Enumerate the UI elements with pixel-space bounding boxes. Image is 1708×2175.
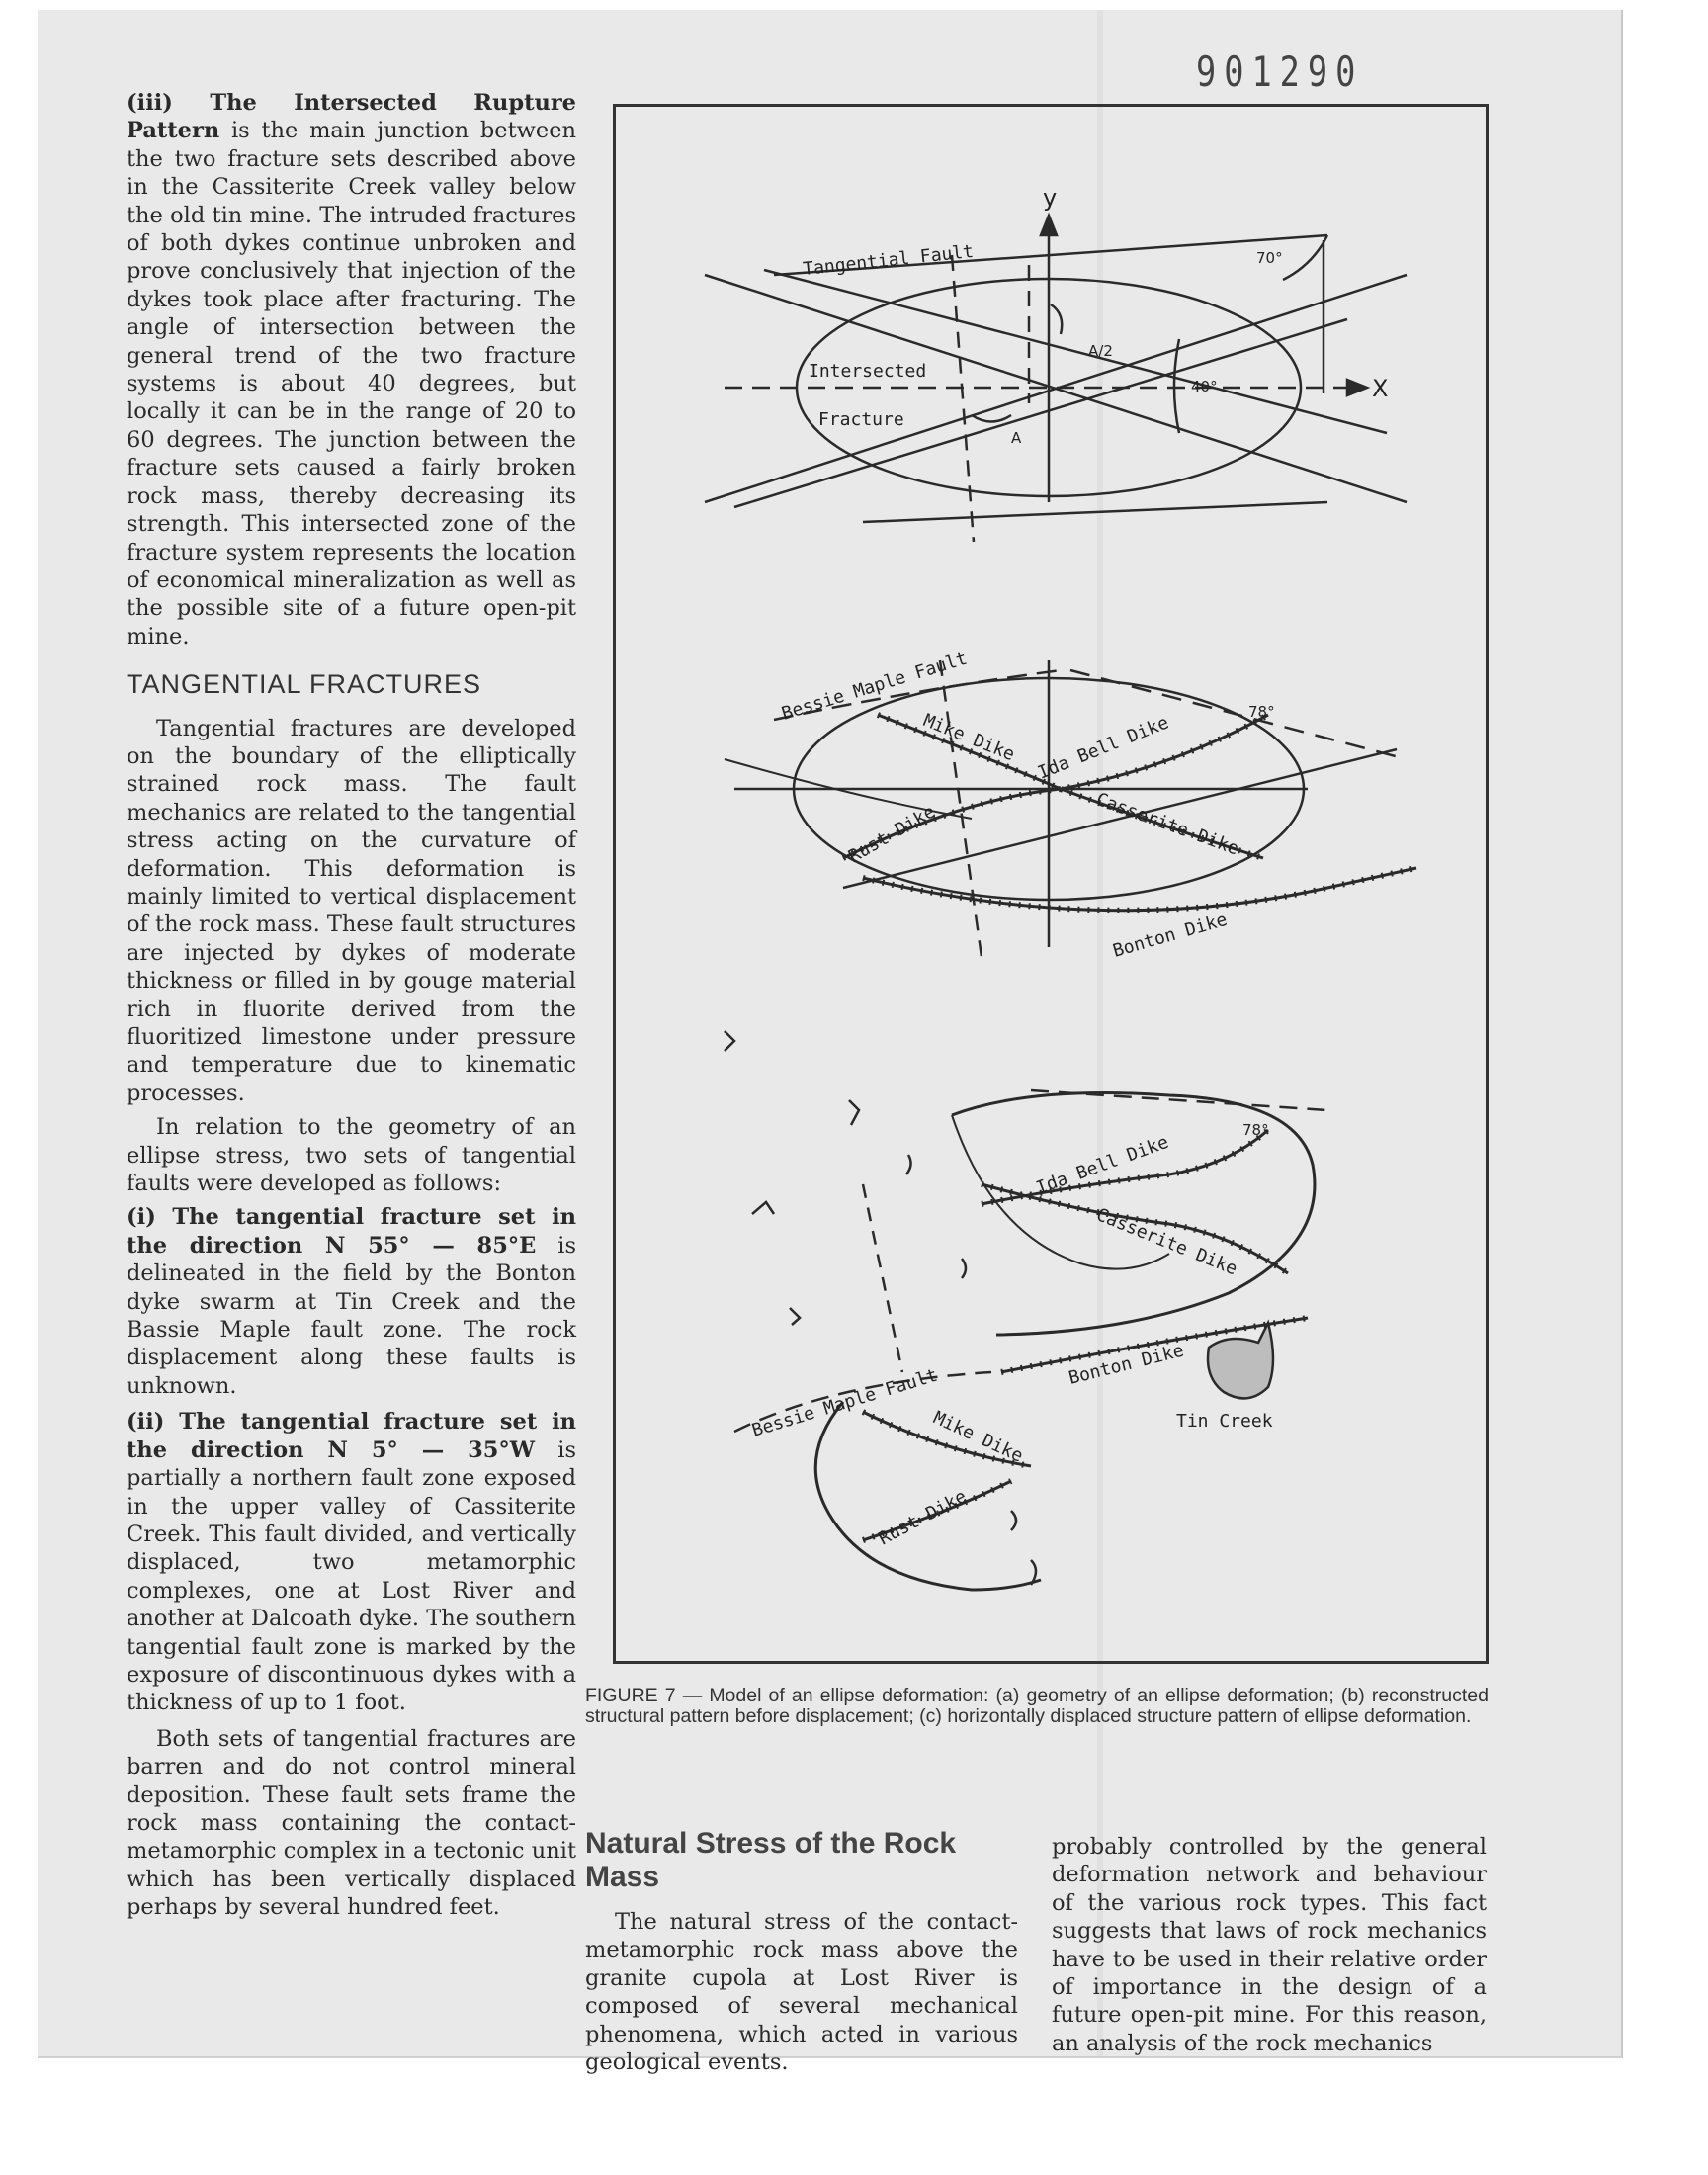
angle-78-label-c: 78° xyxy=(1242,1121,1269,1139)
mike-dike-label-c: Mike Dike xyxy=(929,1407,1027,1467)
mike-dike-label: Mike Dike xyxy=(920,710,1018,766)
fracture-set-2-paragraph xyxy=(127,1408,576,1716)
natural-stress-col1 xyxy=(585,1908,1018,2076)
casserite-dike-label-c: Casserite Dike xyxy=(1093,1204,1240,1280)
tangential-fault-label: Tangential Fault xyxy=(802,240,975,280)
fracture-set-1-paragraph xyxy=(127,1203,576,1400)
angle-78-label-b: 78° xyxy=(1248,703,1275,721)
natural-stress-heading: Natural Stress of the Rock Mass xyxy=(585,1827,957,1893)
figure-caption: FIGURE 7 — Model of an ellipse deformation: (a) geometry of an ellipse deformation; (b) reconstructed structural pattern before displacement; (c) horizontally displaced structure pattern of ellipse deformation. xyxy=(585,1685,1489,1727)
intersected-label: Intersected xyxy=(809,361,927,382)
bessie-maple-fault-label-c: Bessie Maple Fault xyxy=(749,1364,941,1441)
figure-7-drawing xyxy=(616,107,1486,1661)
intersected-rupture-heading: (iii) The Intersected Rupture Pattern xyxy=(127,90,576,144)
angle-40-label: 40° xyxy=(1191,378,1218,395)
bonton-dike-label: Bonton Dike xyxy=(1110,909,1230,962)
casserite-dike-label: Casserite Dike xyxy=(1093,788,1242,860)
natural-stress-paragraph-1: The natural stress of the contact-metamorphic rock mass above the granite cupola at Lost River is composed of several mechanical phenomena, which acted in various geological events. xyxy=(585,1909,1018,2076)
rust-dike-label: Rust Dike xyxy=(845,801,939,868)
tangential-intro-paragraph: Tangential fractures are developed on the boundary of the elliptically strained rock mass. The fault mechanics are related to the tangential stress acting on the curvature of deformation. This deformation is mainly limited to vertical displacement of the rock mass. These fault structures are injected by dykes of moderate thickness or filled in by gouge material rich in fluorite derived from the fluoritized limestone under pressure and temperature due to kinematic processes. xyxy=(127,715,576,1106)
tin-creek-label: Tin Creek xyxy=(1176,1411,1273,1432)
intersected-rupture-text: is the main junction between the two fracture sets described above in the Cassiterite Creek valley below the old tin mine. The intruded fractures of both dykes continue unbroken and prove conclusively that injection of the dykes took place after fracturing. The angle of intersection between the general trend of the two fracture systems is about 40 degrees, but locally it can be in the range of 20 to 60 degrees. The junction between the fracture sets caused a fairly broken rock mass, thereby decreasing its strength. This intersected zone of the fracture system represents the location of economical mineralization as well as the possible site of a future open-pit mine. xyxy=(127,118,576,650)
bonton-dike-label-c: Bonton Dike xyxy=(1067,1340,1186,1389)
bessie-maple-fault-label: Bessie Maple Fault xyxy=(779,648,971,725)
x-axis-label: X xyxy=(1372,375,1389,402)
figure-c-displaced xyxy=(734,1090,1327,1590)
half-a-label: A/2 xyxy=(1088,342,1113,360)
a-label: A xyxy=(1011,429,1022,447)
fracture-set-1-text: is delineated in the field by the Bonton dyke swarm at Tin Creek and the Bassie Maple fault zone. The rock displacement along these faults is unknown. xyxy=(127,1232,576,1399)
fracture-set-1-heading: (i) The tangential fracture set in the direction N 55° — 85°E xyxy=(127,1204,576,1259)
ida-bell-dike-label-c: Ida Bell Dike xyxy=(1033,1131,1172,1199)
y-axis-label: y xyxy=(1043,184,1058,212)
rust-dike-label-c: Rust Dike xyxy=(875,1486,971,1550)
left-column xyxy=(127,89,576,1943)
natural-stress-col2 xyxy=(1052,1833,1487,2056)
fracture-label: Fracture xyxy=(818,409,904,430)
intersected-rupture-paragraph xyxy=(127,89,576,651)
figure-7 xyxy=(613,104,1489,1664)
ellipse-geometry-paragraph: In relation to the geometry of an ellipse stress, two sets of tangential faults were developed as follows: xyxy=(127,1114,576,1197)
barren-fractures-paragraph: Both sets of tangential fractures are barren and do not control mineral deposition. These fault sets frame the rock mass containing the contact-metamorphic complex in a tectonic unit which has been vertically displaced perhaps by several hundred feet. xyxy=(127,1725,576,1921)
ida-bell-dike-label: Ida Bell Dike xyxy=(1035,712,1172,784)
document-number: 901290 xyxy=(1196,47,1364,96)
fracture-set-2-text: is partially a northern fault zone exposed in the upper valley of Cassiterite Creek. This fault divided, and vertically displaced, two metamorphic complexes, one at Lost River and another at Dalcoath dyke. The southern tangential fault zone is marked by the exposure of discontinuous dykes with a thickness of up to 1 foot. xyxy=(127,1436,576,1716)
tangential-fractures-heading: TANGENTIAL FRACTURES xyxy=(127,669,482,700)
natural-stress-paragraph-2: probably controlled by the general deformation network and behaviour of the various rock types. This fact suggests that laws of rock mechanics have to be used in their relative order of importance in the design of a future open-pit mine. For this reason, an analysis of the rock mechanics xyxy=(1052,1834,1487,2056)
fracture-set-2-heading: (ii) The tangential fracture set in the direction N 5° — 35°W xyxy=(127,1409,576,1463)
angle-70-label: 70° xyxy=(1256,249,1283,267)
